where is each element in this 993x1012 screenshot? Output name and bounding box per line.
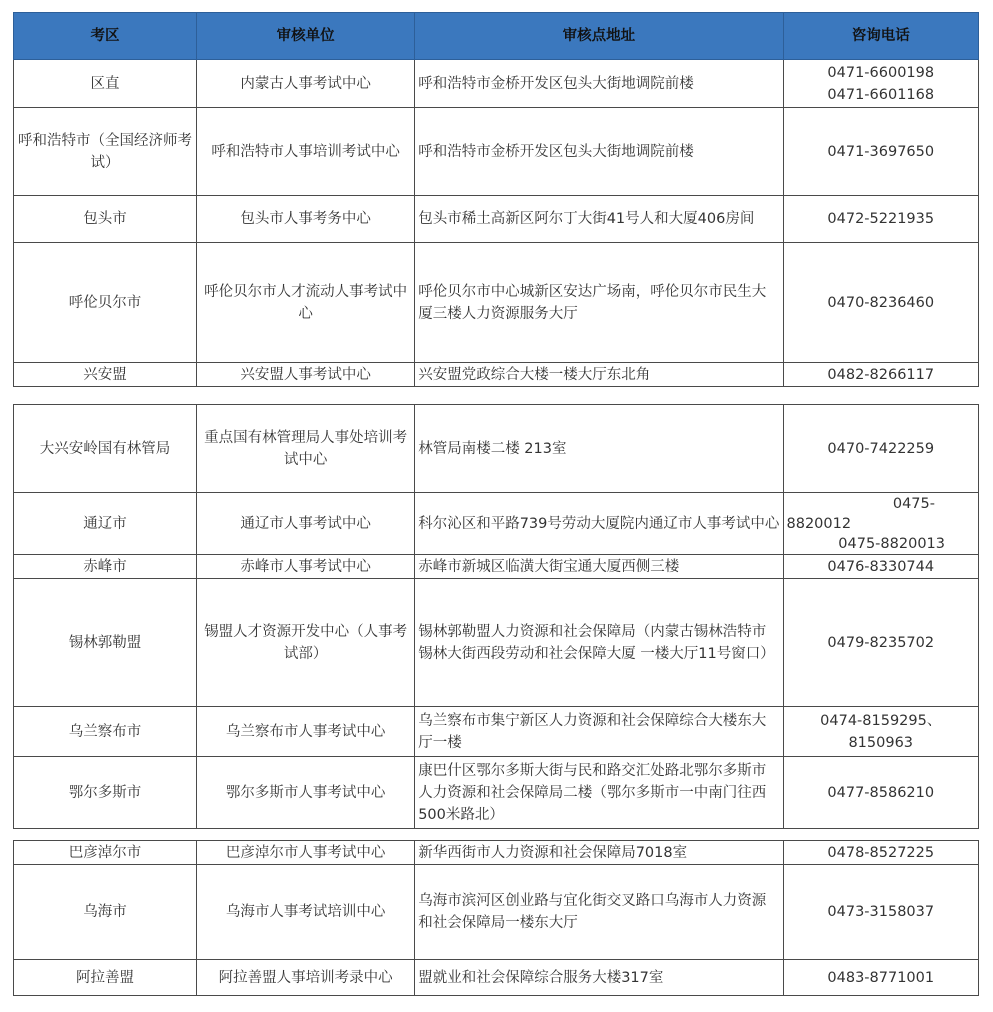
- table-row: [14, 196, 979, 243]
- area-cell: 大兴安岭国有林管局: [14, 405, 197, 493]
- table-row: [14, 405, 979, 493]
- unit-cell: 乌兰察布市人事考试中心: [197, 707, 415, 757]
- unit-cell: 内蒙古人事考试中心: [197, 60, 415, 108]
- area-cell: 兴安盟: [14, 363, 197, 387]
- phone-cell: 0471-3697650: [783, 108, 979, 196]
- table-row: [14, 108, 979, 196]
- table-row: [14, 707, 979, 757]
- address-cell: 科尔沁区和平路739号劳动大厦院内通辽市人事考试中心: [415, 493, 783, 555]
- phone-number: 0471-6600198: [827, 64, 935, 81]
- phone-cell: 0482-8266117: [783, 363, 979, 387]
- address-cell: 锡林郭勒盟人力资源和社会保障局（内蒙古锡林浩特市锡林大街西段劳动和社会保障大厦 一楼大厅11号窗口）: [415, 579, 783, 707]
- phone-number: 0475-8820013: [838, 535, 945, 552]
- area-cell: 乌兰察布市: [14, 707, 197, 757]
- table-row: [14, 960, 979, 996]
- table-row: [14, 243, 979, 363]
- unit-cell: 包头市人事考务中心: [197, 196, 415, 243]
- unit-cell: 乌海市人事考试培训中心: [197, 865, 415, 960]
- contact-table-part-3: [13, 840, 979, 996]
- unit-cell: 锡盟人才资源开发中心（人事考试部）: [197, 579, 415, 707]
- address-cell: 乌海市滨河区创业路与宜化街交叉路口乌海市人力资源和社会保障局一楼东大厅: [415, 865, 783, 960]
- phone-cell: 0472-5221935: [783, 196, 979, 243]
- phone-cell: 0473-3158037: [783, 865, 979, 960]
- contact-table-part-1: [13, 12, 979, 387]
- phone-cell: [783, 707, 979, 757]
- unit-cell: 通辽市人事考试中心: [197, 493, 415, 555]
- header-address: 审核点地址: [415, 13, 783, 60]
- contact-table-part-2: [13, 404, 979, 829]
- table-row: [14, 757, 979, 829]
- phone-number: 0471-6601168: [827, 86, 935, 103]
- phone-number: 0475-: [892, 495, 935, 512]
- area-cell: 阿拉善盟: [14, 960, 197, 996]
- area-cell: 赤峰市: [14, 555, 197, 579]
- phone-number: 8820012: [786, 515, 852, 532]
- phone-cell: 0479-8235702: [783, 579, 979, 707]
- unit-cell: 鄂尔多斯市人事考试中心: [197, 757, 415, 829]
- address-cell: 新华西街市人力资源和社会保障局7018室: [415, 841, 783, 865]
- area-cell: 通辽市: [14, 493, 197, 555]
- address-cell: 乌兰察布市集宁新区人力资源和社会保障综合大楼东大厅一楼: [415, 707, 783, 757]
- area-cell: 呼伦贝尔市: [14, 243, 197, 363]
- area-cell: 锡林郭勒盟: [14, 579, 197, 707]
- phone-cell: 0477-8586210: [783, 757, 979, 829]
- phone-cell: 0470-7422259: [783, 405, 979, 493]
- table-row: [14, 363, 979, 387]
- header-phone: 咨询电话: [783, 13, 979, 60]
- table-row: [14, 555, 979, 579]
- unit-cell: 阿拉善盟人事培训考录中心: [197, 960, 415, 996]
- header-area: 考区: [14, 13, 197, 60]
- area-cell: 呼和浩特市（全国经济师考试）: [14, 108, 197, 196]
- phone-number: 8150963: [848, 734, 914, 751]
- area-cell: 包头市: [14, 196, 197, 243]
- table-row: [14, 865, 979, 960]
- table-header-row: [14, 13, 979, 60]
- address-cell: 呼伦贝尔市中心城新区安达广场南，呼伦贝尔市民生大厦三楼人力资源服务大厅: [415, 243, 783, 363]
- unit-cell: 重点国有林管理局人事处培训考试中心: [197, 405, 415, 493]
- address-cell: 包头市稀土高新区阿尔丁大街41号人和大厦406房间: [415, 196, 783, 243]
- area-cell: 区直: [14, 60, 197, 108]
- unit-cell: 巴彦淖尔市人事考试中心: [197, 841, 415, 865]
- phone-cell: 0476-8330744: [783, 555, 979, 579]
- table-row: [14, 493, 979, 555]
- table-row: [14, 579, 979, 707]
- unit-cell: 赤峰市人事考试中心: [197, 555, 415, 579]
- address-cell: 呼和浩特市金桥开发区包头大街地调院前楼: [415, 60, 783, 108]
- address-cell: 赤峰市新城区临潢大街宝通大厦西侧三楼: [415, 555, 783, 579]
- area-cell: 鄂尔多斯市: [14, 757, 197, 829]
- table-row: [14, 60, 979, 108]
- phone-cell: [783, 60, 979, 108]
- address-cell: 康巴什区鄂尔多斯大街与民和路交汇处路北鄂尔多斯市人力资源和社会保障局二楼（鄂尔多斯市一中南门往西500米路北）: [415, 757, 783, 829]
- address-cell: 兴安盟党政综合大楼一楼大厅东北角: [415, 363, 783, 387]
- phone-cell: 0470-8236460: [783, 243, 979, 363]
- header-unit: 审核单位: [197, 13, 415, 60]
- unit-cell: 呼伦贝尔市人才流动人事考试中心: [197, 243, 415, 363]
- area-cell: 巴彦淖尔市: [14, 841, 197, 865]
- phone-cell: 0483-8771001: [783, 960, 979, 996]
- address-cell: 呼和浩特市金桥开发区包头大街地调院前楼: [415, 108, 783, 196]
- table-row: [14, 841, 979, 865]
- phone-cell: [783, 493, 979, 555]
- phone-number: 0474-8159295、: [820, 712, 942, 729]
- unit-cell: 兴安盟人事考试中心: [197, 363, 415, 387]
- unit-cell: 呼和浩特市人事培训考试中心: [197, 108, 415, 196]
- phone-cell: 0478-8527225: [783, 841, 979, 865]
- area-cell: 乌海市: [14, 865, 197, 960]
- address-cell: 盟就业和社会保障综合服务大楼317室: [415, 960, 783, 996]
- address-cell: 林管局南楼二楼 213室: [415, 405, 783, 493]
